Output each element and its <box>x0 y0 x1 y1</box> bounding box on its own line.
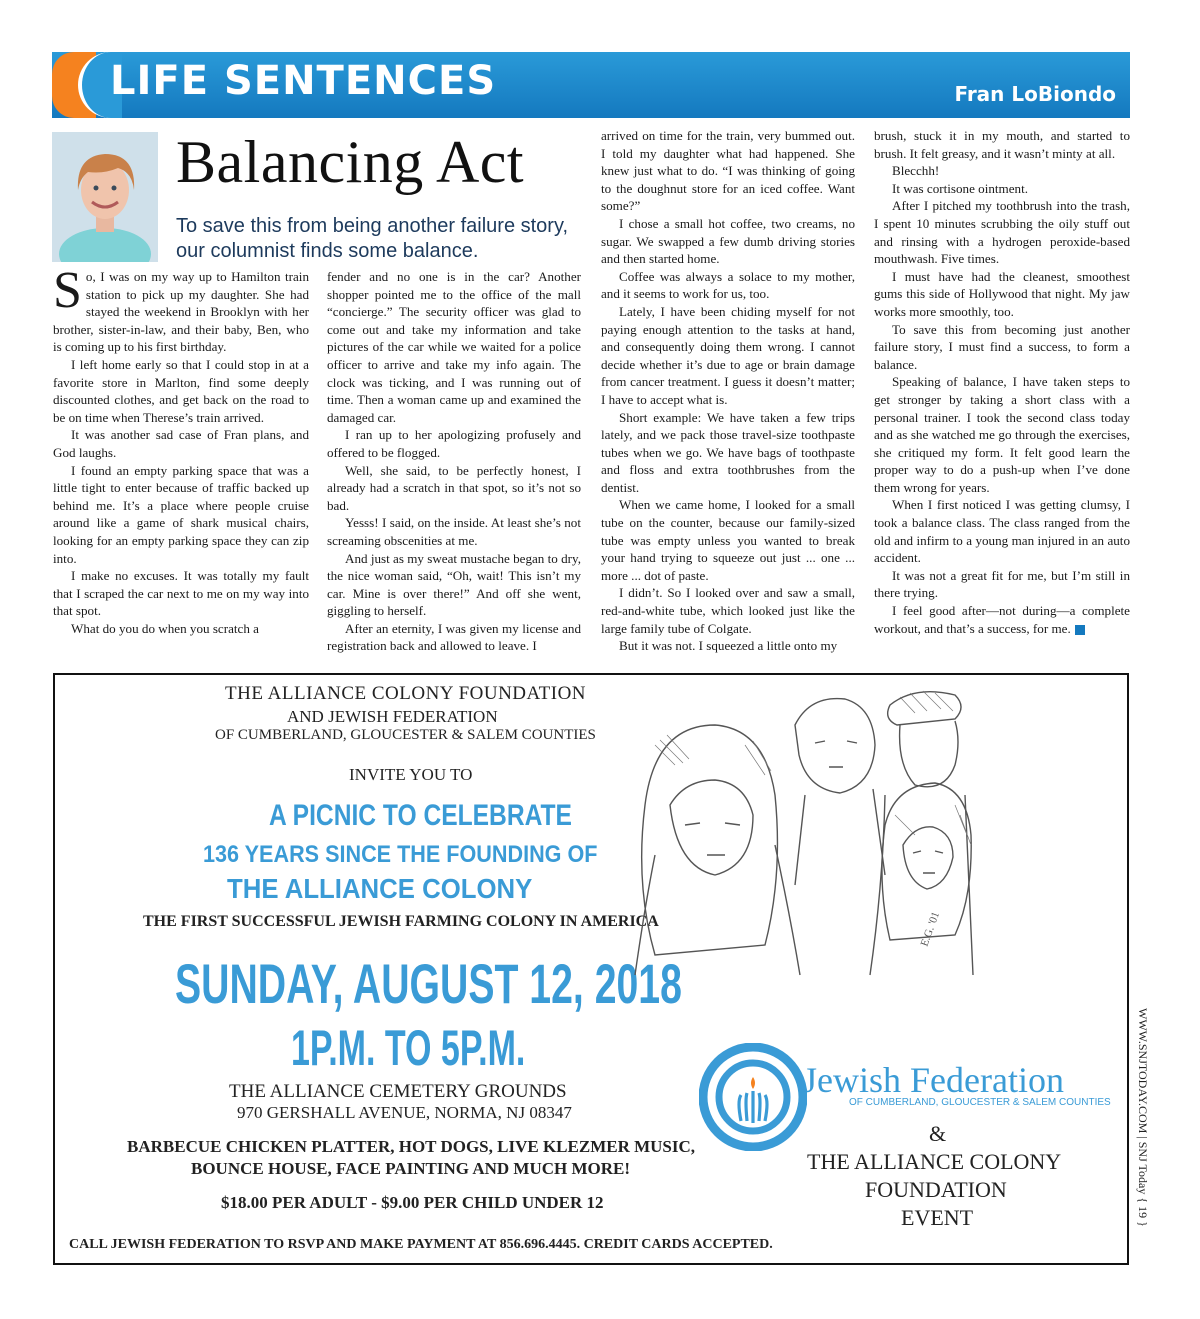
paragraph: I didn’t. So I looked over and saw a small, red-and-white tube, which looked just like the large family tube of Colgate. <box>601 585 855 636</box>
foundation-line-3: EVENT <box>901 1205 974 1230</box>
paragraph: Coffee was always a solace to my mother, and it seems to work for us, too. <box>601 268 855 302</box>
section-banner <box>52 52 1130 118</box>
paragraph: But it was not. I squeezed a little onto my <box>619 638 838 654</box>
paragraph: It was another sad case of Fran plans, and God laughs. <box>53 427 309 460</box>
ad-venue: THE ALLIANCE CEMETERY GROUNDS <box>229 1081 567 1102</box>
ad-years: 136 YEARS SINCE THE FOUNDING OF <box>203 841 598 868</box>
paragraph: arrived on time for the train, very bummed out. I told my daughter what had happened. She knew just what to do. “I was thinking of going to the doughnut store for an iced coffee. Want some?” <box>601 128 855 214</box>
author-name: Fran LoBiondo <box>954 82 1116 106</box>
paragraph: I make no excuses. It was totally my fault that I scraped the car next to me on my way into that spot. <box>53 568 309 619</box>
paragraph: I must have had the cleanest, smoothest gums this side of Hollywood that night. My jaw works more smoothly, too. <box>874 268 1130 319</box>
ad-first-colony: THE FIRST SUCCESSFUL JEWISH FARMING COLONY IN AMERICA <box>143 913 659 930</box>
end-mark-icon <box>1075 625 1085 635</box>
paragraph: And just as my sweat mustache began to dry, the nice woman said, “Oh, wait! This isn’t my car. Mine is over there!” And off she went, giggling to herself. <box>327 550 581 619</box>
family-sketch-illustration <box>615 685 975 985</box>
ad-date: SUNDAY, AUGUST 12, 2018 <box>175 952 682 1015</box>
paragraph: When we came home, I looked for a small tube on the counter, because our family-sized tube was empty unless you wanted to break your hand trying to squeeze out just ... one ... more ... dot of paste. <box>601 497 855 583</box>
paragraph: I left home early so that I could stop in at a favorite store in Marlton, find some deeply discounted clothes, and get back on the road to be on time when Therese’s train arrived. <box>53 356 309 425</box>
ad-address: 970 GERSHALL AVENUE, NORMA, NJ 08347 <box>237 1103 572 1122</box>
paragraph: o, I was on my way up to Hamilton train station to pick up my daughter. She had stayed the weekend in Brooklyn with her brother, sister-in-law, and their baby, Ben, who is coming up to his first birthday. <box>53 269 309 355</box>
paragraph: I chose a small hot coffee, two creams, no sugar. We swapped a few dumb driving stories and then started home. <box>601 215 855 267</box>
ad-host-line-1: THE ALLIANCE COLONY FOUNDATION <box>225 683 587 704</box>
paragraph: I feel good after—not during—a complete workout, and that’s a success, for me. <box>874 603 1130 636</box>
paragraph: Blecchh! <box>892 163 940 179</box>
paragraph: After an eternity, I was given my license and registration back and allowed to leave. I <box>327 620 581 654</box>
paragraph: It was not a great fit for me, but I’m still in there trying. <box>874 567 1130 601</box>
paragraph: I found an empty parking space that was a little tight to enter because of traffic backed up behind me. It’s a place where people cruise around like a game of shark musical chairs, looking for an empty parking space they can zip into. <box>53 462 309 566</box>
ad-host-line-3: OF CUMBERLAND, GLOUCESTER & SALEM COUNTIES <box>215 727 596 743</box>
paragraph: To save this from becoming just another failure story, I must find a success, to form a balance. <box>874 321 1130 372</box>
section-title: LIFE SENTENCES <box>110 58 497 104</box>
paragraph: When I first noticed I was getting clumsy, I took a balance class. The class ranged from the old and infirm to a young man injured in an auto accident. <box>874 497 1130 566</box>
paragraph: What do you do when you scratch a <box>71 620 259 636</box>
paragraph: I ran up to her apologizing profusely and offered to be flogged. <box>327 427 581 460</box>
paragraph: Short example: We have taken a few trips lately, and we pack those travel-size toothpaste tubes when we go. We have bags of toothpaste and floss and extra toothbrushes from the dentist. <box>601 409 855 495</box>
headline: Balancing Act <box>176 129 525 195</box>
article-column-4 <box>874 127 1130 637</box>
author-photo <box>52 132 158 262</box>
article-column-1 <box>53 262 309 637</box>
footer-text: WWW.SNJTODAY.COM | SNJ Today { 19 } <box>1136 1008 1150 1227</box>
ad-activities-1: BARBECUE CHICKEN PLATTER, HOT DOGS, LIVE KLEZMER MUSIC, <box>127 1137 696 1156</box>
illustration-signature: E.G. '01 <box>918 910 943 949</box>
deck: To save this from being another failure story, our columnist finds some balance. <box>176 215 569 262</box>
drop-cap: S <box>53 262 82 319</box>
ad-picnic: A PICNIC TO CELEBRATE <box>269 799 572 832</box>
ad-colony: THE ALLIANCE COLONY <box>227 873 533 904</box>
paragraph: Lately, I have been chiding myself for not paying enough attention to the tasks at hand, and consequently doing them wrong. I cannot decide whether it’s due to age or brain damage from cancer treatment. I guess it doesn’t matter; I have to accept what is. <box>601 303 855 407</box>
jf-subtitle: OF CUMBERLAND, GLOUCESTER & SALEM COUNTIES <box>849 1097 1111 1108</box>
ad-price: $18.00 PER ADULT - $9.00 PER CHILD UNDER 12 <box>221 1193 604 1212</box>
ad-rsvp: CALL JEWISH FEDERATION TO RSVP AND MAKE PAYMENT AT 856.696.4445. CREDIT CARDS ACCEPTED. <box>69 1237 773 1252</box>
paragraph: It was cortisone ointment. <box>892 180 1029 196</box>
jf-name: Jewish Federation <box>803 1060 1064 1100</box>
paragraph: brush, stuck it in my mouth, and started to brush. It felt greasy, and it wasn’t minty at all. <box>874 128 1130 161</box>
ad-invite: INVITE YOU TO <box>349 765 473 784</box>
paragraph: fender and no one is in the car? Another shopper pointed me to the office of the mall “concierge.” The security officer was glad to come out and take my information and take pictures of the car while we waited for a police officer to arrive and take my info again. The clock was ticking, and I was running out of time. Then a woman came up and examined the damaged car. <box>327 269 581 425</box>
paragraph: After I pitched my toothbrush into the trash, I spent 10 minutes scrubbing the oily stuff out and rinsing with a hydrogen peroxide-based mouthwash. Five times. <box>874 198 1130 267</box>
article-column-3 <box>601 127 855 655</box>
paragraph: Yesss! I said, on the inside. At least she’s not screaming obscenities at me. <box>327 515 581 548</box>
ad-host-line-2: AND JEWISH FEDERATION <box>287 707 498 726</box>
event-advertisement <box>53 673 1129 1265</box>
ad-ampersand: & <box>929 1121 947 1146</box>
ad-time: 1P.M. TO 5P.M. <box>291 1020 526 1076</box>
ad-activities-2: BOUNCE HOUSE, FACE PAINTING AND MUCH MORE! <box>191 1159 631 1178</box>
article-column-2 <box>327 268 581 655</box>
foundation-line-2: FOUNDATION <box>865 1177 1007 1202</box>
jewish-federation-logo-icon <box>699 1043 807 1151</box>
page-footer-vertical <box>1130 1008 1154 1266</box>
paragraph: Well, she said, to be perfectly honest, I already had a scratch in that spot, so it’s not so bad. <box>327 462 581 513</box>
foundation-line-1: THE ALLIANCE COLONY <box>807 1149 1062 1174</box>
paragraph: Speaking of balance, I have taken steps to get stronger by taking a short class with a personal trainer. I took the second class today and as she watched me go through the exercises, she critiqued my form. It felt good learn the proper way to do a push-up when I’ve done them wrong for years. <box>874 374 1130 495</box>
